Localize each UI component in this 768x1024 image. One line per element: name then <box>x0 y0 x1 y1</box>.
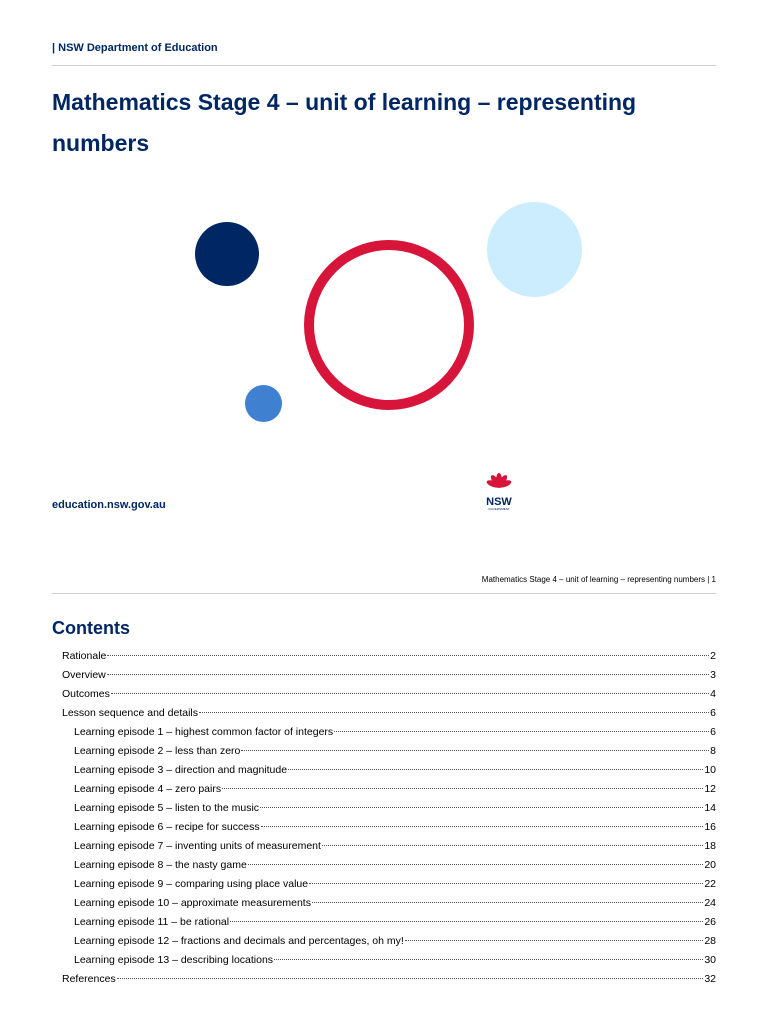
toc-entry[interactable] <box>62 742 716 761</box>
toc-entry-label[interactable]: Learning episode 8 – the nasty game <box>74 859 247 871</box>
toc-leader-dots <box>248 864 704 865</box>
toc-entry[interactable] <box>62 894 716 913</box>
department-header: | NSW Department of Education <box>52 42 218 54</box>
toc-entry[interactable] <box>62 837 716 856</box>
toc-entry-page[interactable]: 12 <box>704 783 716 795</box>
toc-entry-page[interactable]: 20 <box>704 859 716 871</box>
toc-entry[interactable] <box>62 875 716 894</box>
decorative-navy-circle <box>195 222 259 286</box>
toc-entry-page[interactable]: 6 <box>710 726 716 738</box>
toc-entry-label[interactable]: References <box>62 973 116 985</box>
logo-subtext: GOVERNMENT <box>488 507 510 511</box>
toc-entry-page[interactable]: 4 <box>710 688 716 700</box>
toc-entry-label[interactable]: Learning episode 12 – fractions and decimals and percentages, oh my! <box>74 935 404 947</box>
document-title: Mathematics Stage 4 – unit of learning – representing numbers <box>52 89 637 156</box>
toc-entry[interactable] <box>62 704 716 723</box>
toc-entry[interactable] <box>62 761 716 780</box>
toc-entry-label[interactable]: Outcomes <box>62 688 110 700</box>
decorative-blue-circle <box>245 385 282 422</box>
website-url: education.nsw.gov.au <box>52 499 166 511</box>
waratah-icon <box>478 470 520 512</box>
toc-entry-page[interactable]: 2 <box>710 650 716 662</box>
toc-entry[interactable] <box>62 685 716 704</box>
toc-leader-dots <box>309 883 703 884</box>
logo-wordmark: NSW <box>486 496 512 508</box>
toc-entry-label[interactable]: Learning episode 11 – be rational <box>74 916 230 928</box>
toc-entry-label[interactable]: Learning episode 3 – direction and magnitude <box>74 764 288 776</box>
toc-entry[interactable] <box>62 970 716 989</box>
toc-entry-label[interactable]: Learning episode 2 – less than zero <box>74 745 241 757</box>
decorative-light-blue-circle <box>487 202 582 297</box>
toc-leader-dots <box>260 807 703 808</box>
toc-entry[interactable] <box>62 780 716 799</box>
toc-leader-dots <box>334 731 709 732</box>
toc-entry-page[interactable]: 24 <box>704 897 716 909</box>
footer-divider <box>52 593 716 594</box>
toc-entry[interactable] <box>62 723 716 742</box>
toc-entry-page[interactable]: 22 <box>704 878 716 890</box>
toc-entry[interactable] <box>62 932 716 951</box>
toc-entry[interactable] <box>62 856 716 875</box>
toc-entry[interactable] <box>62 818 716 837</box>
toc-leader-dots <box>288 769 703 770</box>
toc-leader-dots <box>199 712 709 713</box>
toc-entry[interactable] <box>62 647 716 666</box>
toc-entry-label[interactable]: Learning episode 5 – listen to the music <box>74 802 260 814</box>
table-of-contents <box>62 647 716 989</box>
toc-leader-dots <box>107 655 709 656</box>
toc-leader-dots <box>274 959 703 960</box>
toc-entry-page[interactable]: 26 <box>704 916 716 928</box>
toc-leader-dots <box>322 845 703 846</box>
toc-entry-label[interactable]: Learning episode 13 – describing locations <box>74 954 274 966</box>
toc-leader-dots <box>241 750 709 751</box>
toc-entry-label[interactable]: Learning episode 1 – highest common factor of integers <box>74 726 334 738</box>
toc-entry-label[interactable]: Learning episode 6 – recipe for success <box>74 821 260 833</box>
toc-entry-label[interactable]: Lesson sequence and details <box>62 707 199 719</box>
toc-leader-dots <box>261 826 704 827</box>
toc-entry-page[interactable]: 8 <box>710 745 716 757</box>
toc-entry-page[interactable]: 16 <box>704 821 716 833</box>
toc-entry-page[interactable]: 3 <box>710 669 716 681</box>
toc-entry-label[interactable]: Overview <box>62 669 106 681</box>
toc-entry[interactable] <box>62 913 716 932</box>
toc-leader-dots <box>111 693 709 694</box>
toc-entry[interactable] <box>62 951 716 970</box>
nsw-government-logo <box>478 470 520 512</box>
toc-leader-dots <box>107 674 709 675</box>
toc-entry-label[interactable]: Learning episode 9 – comparing using place value <box>74 878 309 890</box>
toc-entry-page[interactable]: 14 <box>704 802 716 814</box>
toc-entry-label[interactable]: Rationale <box>62 650 107 662</box>
decorative-red-ring <box>304 240 474 410</box>
toc-entry-page[interactable]: 28 <box>704 935 716 947</box>
toc-entry-label[interactable]: Learning episode 10 – approximate measurements <box>74 897 311 909</box>
toc-entry-label[interactable]: Learning episode 4 – zero pairs <box>74 783 222 795</box>
toc-entry[interactable] <box>62 799 716 818</box>
toc-entry-page[interactable]: 6 <box>710 707 716 719</box>
toc-entry-page[interactable]: 30 <box>704 954 716 966</box>
toc-leader-dots <box>312 902 703 903</box>
toc-leader-dots <box>405 940 704 941</box>
toc-leader-dots <box>222 788 703 789</box>
toc-entry-label[interactable]: Learning episode 7 – inventing units of measurement <box>74 840 321 852</box>
page-footer: Mathematics Stage 4 – unit of learning – representing numbers | 1 <box>481 575 716 584</box>
toc-leader-dots <box>117 978 704 979</box>
toc-entry-page[interactable]: 32 <box>704 973 716 985</box>
toc-leader-dots <box>230 921 703 922</box>
toc-entry[interactable] <box>62 666 716 685</box>
toc-entry-page[interactable]: 10 <box>704 764 716 776</box>
contents-heading: Contents <box>52 618 130 638</box>
toc-entry-page[interactable]: 18 <box>704 840 716 852</box>
header-divider <box>52 65 716 66</box>
